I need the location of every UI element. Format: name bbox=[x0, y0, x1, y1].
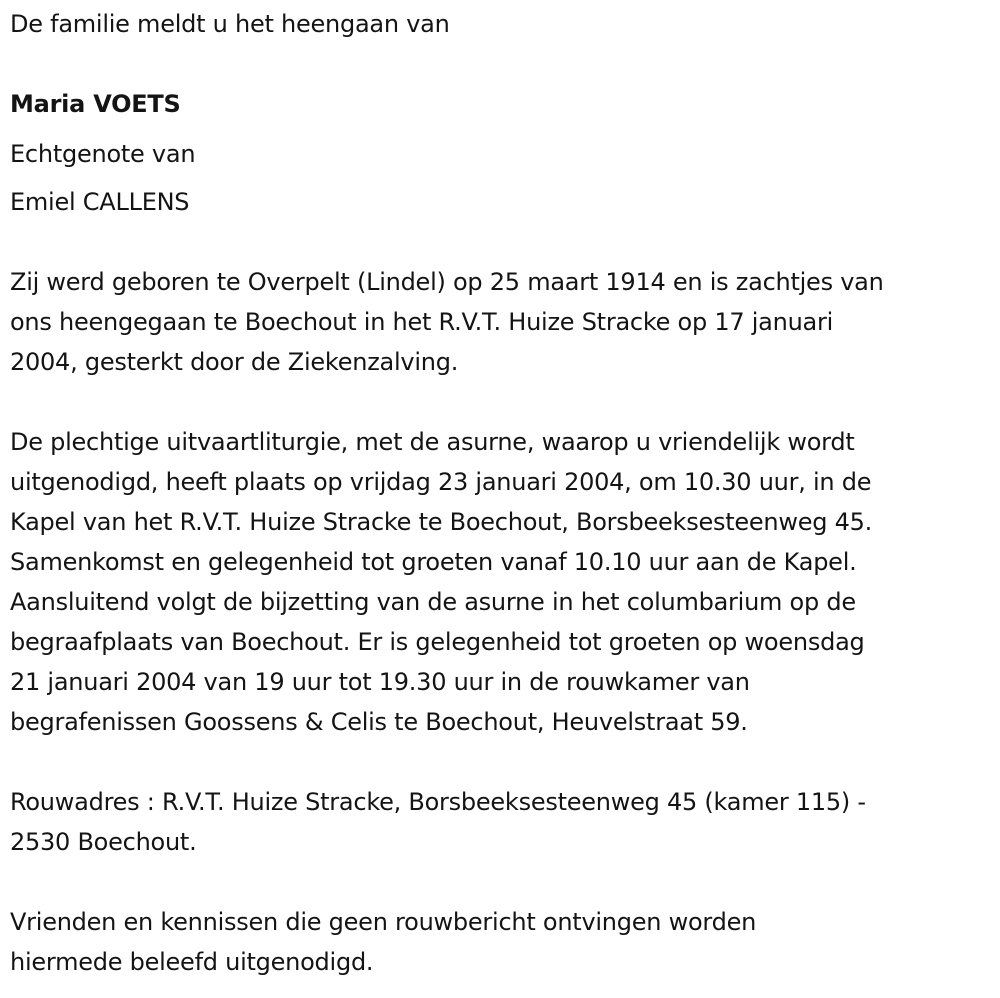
intro-text: De familie meldt u het heengaan van bbox=[10, 10, 450, 38]
paragraph-line: Samenkomst en gelegenheid tot groeten vanaf 10.10 uur aan de Kapel. bbox=[10, 548, 857, 576]
birth-paragraph bbox=[10, 262, 884, 382]
paragraph-line: Zij werd geboren te Overpelt (Lindel) op 25 maart 1914 en is zachtjes van bbox=[10, 268, 884, 296]
paragraph-line: Aansluitend volgt de bijzetting van de asurne in het columbarium op de bbox=[10, 588, 856, 616]
paragraph-line: 2530 Boechout. bbox=[10, 828, 197, 856]
paragraph-line: De plechtige uitvaartliturgie, met de asurne, waarop u vriendelijk wordt bbox=[10, 428, 855, 456]
relation-label: Echtgenote van bbox=[10, 140, 196, 168]
address-paragraph bbox=[10, 782, 866, 862]
closing-paragraph bbox=[10, 902, 756, 982]
paragraph-line: Kapel van het R.V.T. Huize Stracke te Boechout, Borsbeeksesteenweg 45. bbox=[10, 508, 873, 536]
paragraph-line: 2004, gesterkt door de Ziekenzalving. bbox=[10, 348, 459, 376]
paragraph-line: hiermede beleefd uitgenodigd. bbox=[10, 948, 374, 976]
paragraph-line: uitgenodigd, heeft plaats op vrijdag 23 januari 2004, om 10.30 uur, in de bbox=[10, 468, 872, 496]
paragraph-line: begrafenissen Goossens & Celis te Boechout, Heuvelstraat 59. bbox=[10, 708, 748, 736]
paragraph-line: Vrienden en kennissen die geen rouwbericht ontvingen worden bbox=[10, 908, 757, 936]
paragraph-line: Rouwadres : R.V.T. Huize Stracke, Borsbeeksesteenweg 45 (kamer 115) - bbox=[10, 788, 866, 816]
deceased-name: Maria VOETS bbox=[10, 90, 181, 118]
spouse-name: Emiel CALLENS bbox=[10, 188, 190, 216]
paragraph-line: begraafplaats van Boechout. Er is gelegenheid tot groeten op woensdag bbox=[10, 628, 865, 656]
paragraph-line: 21 januari 2004 van 19 uur tot 19.30 uur in de rouwkamer van bbox=[10, 668, 750, 696]
paragraph-line: ons heengegaan te Boechout in het R.V.T. Huize Stracke op 17 januari bbox=[10, 308, 834, 336]
funeral-paragraph bbox=[10, 422, 872, 742]
